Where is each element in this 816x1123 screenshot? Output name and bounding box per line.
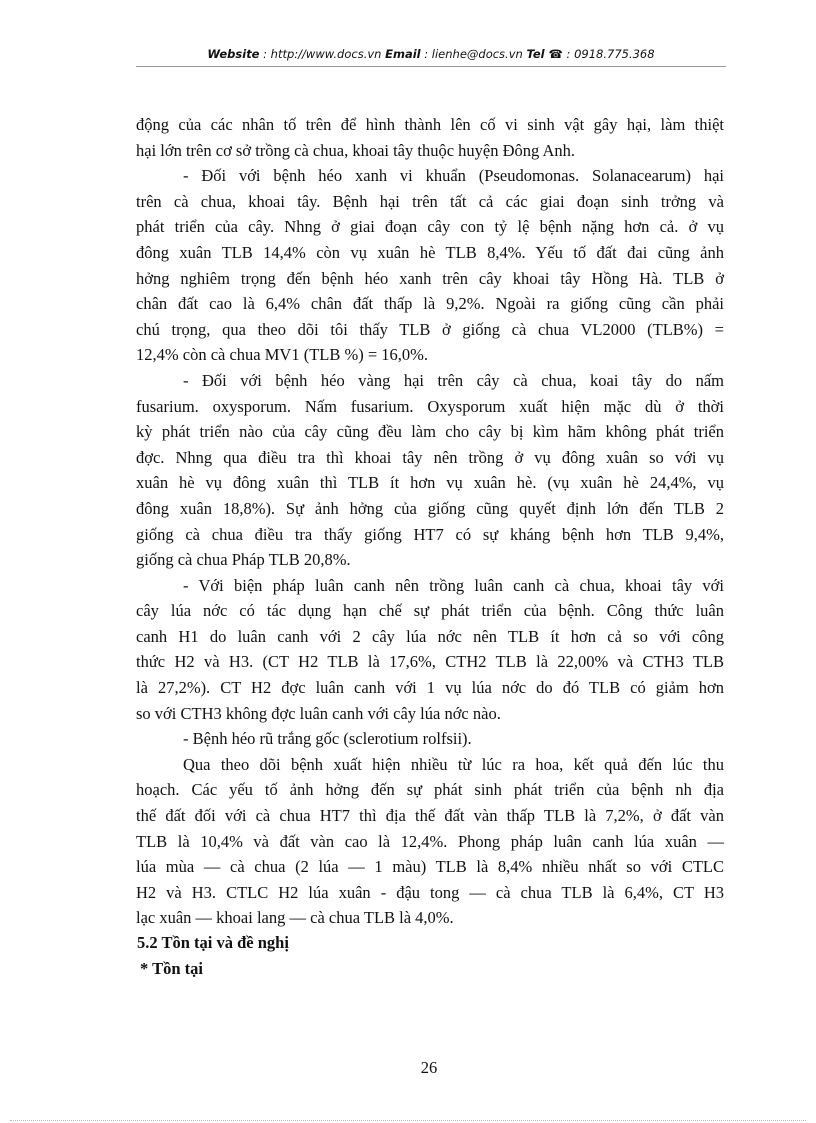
text-line: đông xuân 18,8%). Sự ảnh hởng của giống cũng quyết định lớn đến TLB 2 xyxy=(136,498,724,518)
subsection-heading: * Tồn tại xyxy=(140,959,203,978)
text-line: hại lớn trên cơ sở trồng cà chua, khoai tây thuộc huyện Đông Anh. xyxy=(136,140,576,160)
text-line: thế đất đối với cà chua HT7 thì địa thế đất vàn thấp TLB là 7,2%, ở đất vàn xyxy=(136,806,724,826)
text-line: lúa mùa — cà chua (2 lúa — 1 màu) TLB là 8,4% nhiều nhất so với CTLC xyxy=(136,857,724,877)
text-line: kỳ phát triển nào của cây cũng đều làm cho cây bị kìm hãm không phát triển xyxy=(136,422,724,442)
page-number: 26 xyxy=(420,1058,438,1077)
text-line: Qua theo dõi bệnh xuất hiện nhiều từ lúc ra hoa, kết quả đến lúc thu xyxy=(183,754,724,774)
text-line: lạc xuân — khoai lang — cà chua TLB là 4,0%. xyxy=(136,908,454,928)
phone-number: : 0918.775.368 xyxy=(562,47,655,61)
text-line: đợc. Nhng qua điều tra thì khoai tây nên trồng ở vụ đông xuân so với vụ xyxy=(136,447,724,467)
text-line: - Đối với bệnh héo xanh vi khuẩn (Pseudomonas. Solanacearum) hại xyxy=(183,166,724,186)
text-line: phát triển của cây. Nhng ở giai đoạn cây con tỷ lệ bệnh nặng hơn cả. ở vụ xyxy=(136,217,724,237)
text-line: canh H1 do luân canh với 2 cây lúa nớc nên TLB ít hơn cả so với công xyxy=(136,626,724,646)
email-address[interactable]: : lienhe@docs.vn xyxy=(420,47,527,61)
text-line: - Đối với bệnh héo vàng hại trên cây cà chua, koai tây do nấm xyxy=(183,370,724,390)
text-line: đông xuân TLB 14,4% còn vụ xuân hè TLB 8,4%. Yếu tố đất đai cũng ảnh xyxy=(136,242,724,262)
text-line: là 27,2%). CT H2 đợc luân canh với 1 vụ lúa nớc do đó TLB có giảm hơn xyxy=(136,678,724,698)
body-text xyxy=(136,112,724,931)
text-line: - Với biện pháp luân canh nên trồng luân canh cà chua, khoai tây với xyxy=(183,575,724,595)
text-line: giống cà chua điều tra thấy giống HT7 có sự kháng bệnh hơn TLB 9,4%, xyxy=(136,524,724,544)
text-line: hoạch. Các yếu tố ảnh hởng đến sự phát sinh phát triển của bệnh nh địa xyxy=(136,780,724,800)
text-line: xuân hè vụ đông xuân thì TLB ít hơn vụ xuân hè. (vụ xuân hè 24,4%, vụ xyxy=(136,473,724,493)
text-line: chân đất cao là 6,4% chân đất thấp là 9,2%. Ngoài ra giống cũng cần phải xyxy=(136,294,724,314)
header-divider xyxy=(136,66,726,67)
website-label: Website xyxy=(207,47,260,61)
text-line: 12,4% còn cà chua MV1 (TLB %) = 16,0%. xyxy=(136,345,429,365)
text-line: giống cà chua Pháp TLB 20,8%. xyxy=(136,550,351,570)
text-line: - Bệnh héo rũ trắng gốc (sclerotium rolfsii). xyxy=(183,729,472,749)
text-line: TLB là 10,4% và đất vàn cao là 12,4%. Phong pháp luân canh lúa xuân — xyxy=(136,831,724,851)
email-label: Email xyxy=(385,47,421,61)
text-line: thức H2 và H3. (CT H2 TLB là 17,6%, CTH2 TLB là 22,00% và CTH3 TLB xyxy=(136,652,724,672)
text-line: so với CTH3 không đợc luân canh với cây lúa nớc nào. xyxy=(136,703,501,723)
tel-label: Tel ☎ xyxy=(526,47,563,61)
text-line: H2 và H3. CTLC H2 lúa xuân - đậu tong — cà chua TLB là 6,4%, CT H3 xyxy=(136,882,724,902)
text-line: trên cà chua, khoai tây. Bệnh hại trên tất cả các giai đoạn sinh trởng và xyxy=(136,191,724,211)
website-url[interactable]: : http://www.docs.vn xyxy=(259,47,386,61)
text-line: cây lúa nớc có tác dụng hạn chế sự phát triển của bệnh. Công thức luân xyxy=(136,601,724,621)
footer-divider xyxy=(10,1120,806,1121)
text-line: chú trọng, qua theo dõi tôi thấy TLB ở giống cà chua VL2000 (TLB%) = xyxy=(136,319,724,339)
text-line: fusarium. oxysporum. Nấm fusarium. Oxysporum xuất hiện mặc dù ở thời xyxy=(136,396,724,416)
text-line: động của các nhân tố trên để hình thành lên cố vi sinh vật gây hại, làm thiệt xyxy=(136,115,724,134)
section-heading: 5.2 Tồn tại và đề nghị xyxy=(137,933,289,952)
text-line: hởng nghiêm trọng đến bệnh héo xanh trên cây khoai tây Hồng Hà. TLB ở xyxy=(136,268,724,288)
page-header xyxy=(136,47,726,61)
